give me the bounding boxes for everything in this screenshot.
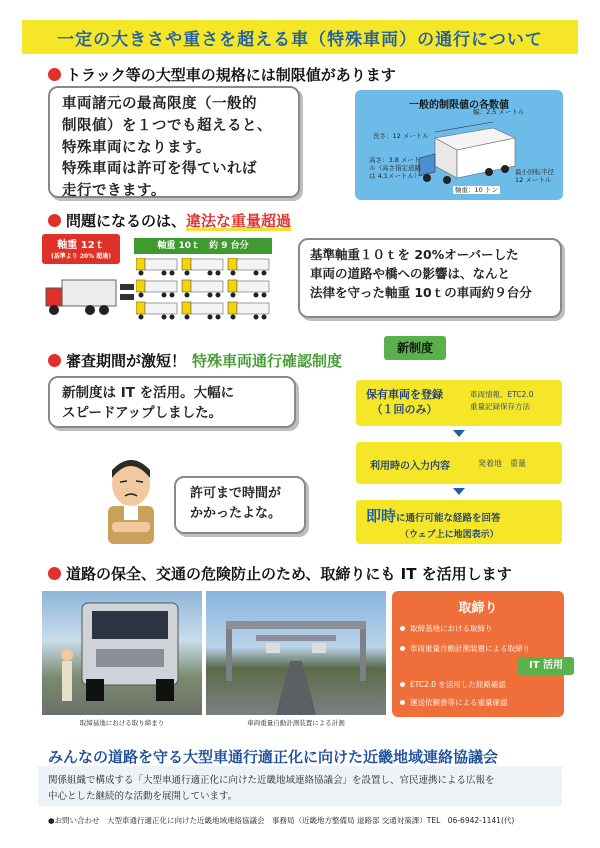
impact-line: 基準軸重１０ｔを 20%オーバーした bbox=[310, 247, 519, 262]
it-usage-badge: IT 活用 bbox=[518, 657, 574, 675]
length-limit-label: 長さ：12 メートル bbox=[373, 132, 429, 140]
new-system-name: 特殊車両通行確認制度 bbox=[192, 352, 343, 370]
enforcement-item: 運送依頼書等による重量確認 bbox=[400, 697, 508, 708]
equals-sign-icon bbox=[120, 282, 134, 304]
bullet-icon bbox=[400, 646, 405, 651]
axle10-tag: 軸重 10ｔ 約 9 台分 bbox=[134, 238, 272, 254]
section1-heading-text: トラック等の大型車の規格には制限値があります bbox=[66, 66, 396, 84]
explanation-line: 制限値）を１つでも超えると、 bbox=[62, 117, 272, 134]
section4-heading bbox=[48, 563, 512, 584]
axle-limit-label: 軸重：10 トン bbox=[455, 186, 498, 194]
worried-man-illustration bbox=[98, 456, 164, 544]
limit-values-panel bbox=[355, 90, 563, 200]
step-instant-route: 即時に通行可能な経路を回答 （ウェブ上に地図表示） bbox=[356, 500, 562, 544]
weigh-station-photo bbox=[206, 591, 386, 715]
photo1-caption: 取締基地における取り締まり bbox=[79, 719, 165, 727]
enforcement-panel bbox=[392, 591, 564, 717]
step-input-content: 利用時の入力内容 発着地 重量 bbox=[356, 442, 562, 484]
new-system-badge: 新制度 bbox=[384, 336, 446, 360]
special-vehicle-explanation-box bbox=[48, 86, 300, 198]
step-arrow-icon bbox=[453, 430, 465, 437]
step-arrow-icon bbox=[453, 488, 465, 495]
nine-legal-trucks-icon bbox=[136, 258, 274, 322]
section1-heading bbox=[48, 64, 396, 85]
page-title bbox=[22, 20, 578, 54]
explanation-line: 特殊車両は許可を得ていれば bbox=[62, 161, 257, 178]
section4-heading-text: 道路の保全、交通の危険防止のため、取締りにも IT を活用します bbox=[66, 565, 512, 583]
bullet-icon bbox=[400, 682, 405, 687]
enforcement-panel-title: 取締り bbox=[458, 601, 498, 616]
council-description-line: 関係組織で構成する「大型車通行適正化に向けた近畿地域連絡協議会」を設置し、官民連携による広報を bbox=[48, 775, 495, 786]
bullet-icon bbox=[400, 626, 405, 631]
red-dot-icon bbox=[48, 354, 61, 367]
explanation-line: 車両諸元の最高限度（一般的 bbox=[62, 96, 257, 112]
turning-radius-label: 最小回転半径 12 メートル bbox=[515, 168, 554, 185]
step-register-vehicle: 保有車両を登録 （１回のみ） 車両情報、ETC2.0 重量記録保存方法 bbox=[356, 380, 562, 426]
axle12-tag: 軸重 12ｔ (基準より 20% 超過) bbox=[42, 234, 120, 264]
illegal-overload-text: 違法な重量超過 bbox=[186, 212, 292, 230]
contact-info: ●お問い合わせ 大型車通行適正化に向けた近畿地域連絡協議会 事務局（近畿地方整備局 道路部 交通対策課）TEL 06-6942-1141(代) bbox=[48, 816, 515, 825]
complaint-speech-bubble: 許可まで時間が かかったよな。 bbox=[174, 476, 306, 534]
council-description-line: 中心とした継続的な活動を展開しています。 bbox=[48, 791, 238, 802]
section2-heading bbox=[48, 210, 291, 231]
new-system-explanation-box: 新制度は IT を活用。大幅に スピードアップしました。 bbox=[48, 376, 296, 428]
explanation-line: 特殊車両になります。 bbox=[62, 139, 211, 156]
explanation-line: 走行できます。 bbox=[62, 183, 166, 199]
road-gantry-photo-drawing bbox=[206, 591, 386, 715]
large-truck-photo-drawing bbox=[42, 591, 202, 715]
section3-heading-text: 審査期間が激短！ bbox=[66, 352, 187, 370]
enforcement-item: 取締基地における取締り bbox=[400, 623, 493, 634]
enforcement-item: 車両重量自動計測装置による取締り bbox=[400, 643, 530, 654]
width-limit-label: 幅：2.5 メートル bbox=[473, 108, 525, 116]
enforcement-item: ETC2.0 を活用した経路確認 bbox=[400, 679, 506, 690]
overloaded-truck-icon bbox=[44, 278, 118, 318]
overload-impact-box bbox=[298, 238, 562, 318]
limit-panel-title: 一般的制限値の各数値 bbox=[409, 100, 509, 111]
red-dot-icon bbox=[48, 68, 61, 81]
impact-line: 法律を守った軸重 10ｔの車両約９台分 bbox=[310, 284, 532, 300]
section3-heading bbox=[48, 350, 342, 371]
red-dot-icon bbox=[48, 567, 61, 580]
bullet-icon bbox=[400, 700, 405, 705]
enforcement-base-photo bbox=[42, 591, 202, 715]
red-dot-icon bbox=[48, 214, 61, 227]
photo2-caption: 車両重量自動計測装置による計測 bbox=[247, 719, 345, 727]
council-title: みんなの道路を守る大型車通行適正化に向けた近畿地域連絡協議会 bbox=[48, 748, 499, 766]
page-title-text: 一定の大きさや重さを超える車（特殊車両）の通行について bbox=[57, 29, 543, 50]
height-limit-label: 高さ：3.8 メート ル（高さ指定道路 は 4.1メートル） bbox=[369, 156, 421, 181]
impact-line: 車両の道路や橋への影響は、なんと bbox=[310, 265, 511, 281]
truck-dimension-illustration bbox=[415, 120, 525, 192]
section2-heading-text: 問題になるのは、 bbox=[66, 212, 187, 230]
